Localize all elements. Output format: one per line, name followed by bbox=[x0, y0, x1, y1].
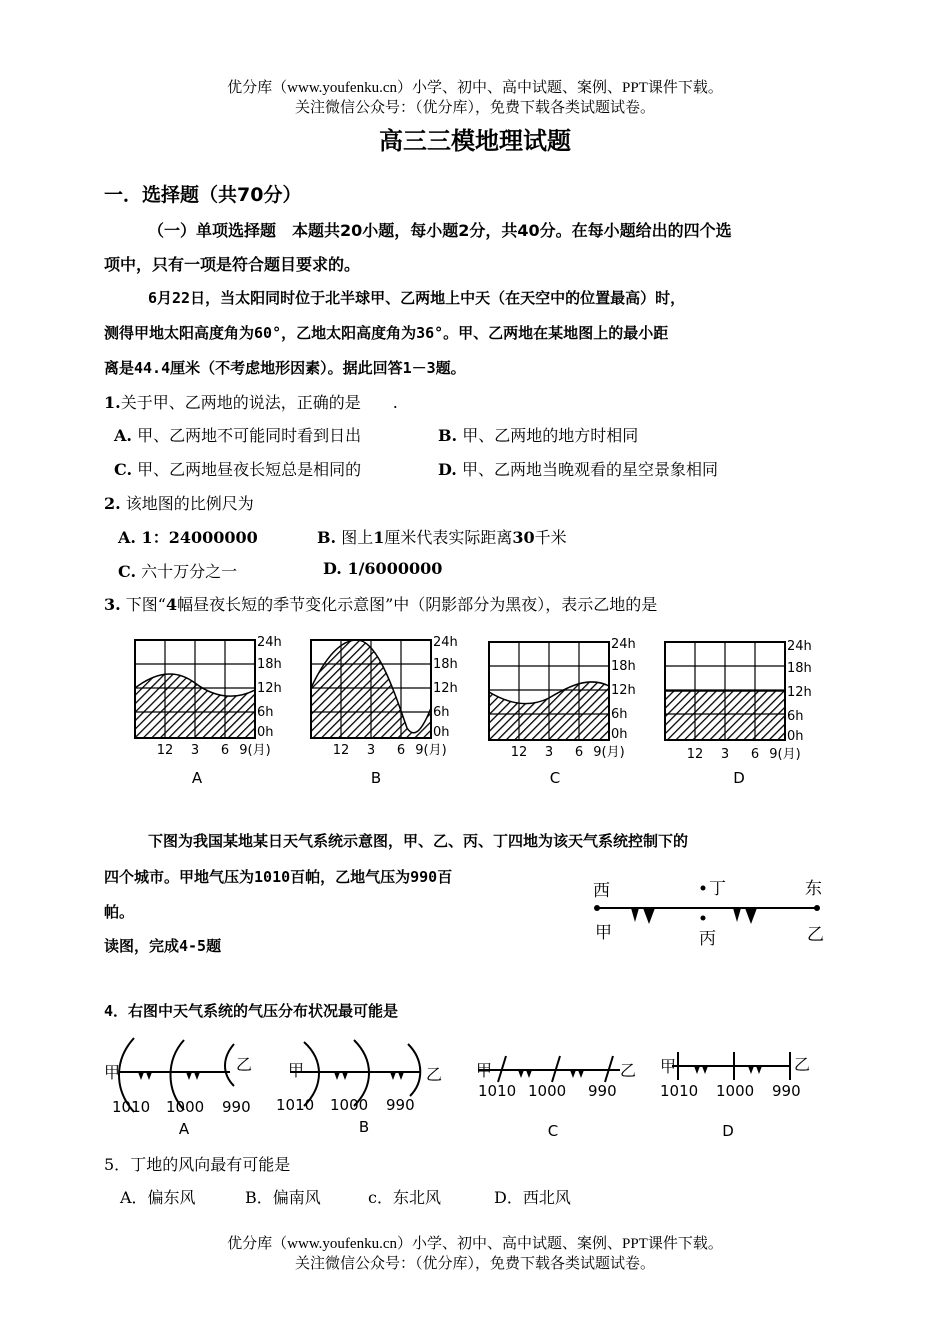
footer-line-1: 优分库（www.youfenku.cn）小学、初中、高中试题、案例、PPT课件下载。 bbox=[227, 1236, 723, 1252]
y-tick-a-24h: 24h bbox=[257, 635, 282, 650]
x-tick-d-3: 3 bbox=[720, 747, 730, 762]
chart-panel-b bbox=[311, 640, 431, 738]
panel-label-b: B bbox=[370, 769, 382, 787]
option-label: B. bbox=[317, 528, 337, 547]
pressure-1000: 1000 bbox=[330, 1096, 369, 1114]
question-5-option-c[interactable]: c．东北风 bbox=[368, 1188, 441, 1207]
front-triangle bbox=[694, 1066, 700, 1074]
x-tick-b-6: 6 bbox=[396, 743, 406, 758]
question-2 bbox=[104, 491, 254, 514]
x-tick-c-6: 6 bbox=[574, 745, 584, 760]
label-jia: 甲 bbox=[595, 923, 612, 943]
x-tick-d-12: 12 bbox=[686, 747, 704, 762]
front-triangle bbox=[578, 1070, 584, 1078]
pressure-1010: 1010 bbox=[478, 1082, 517, 1100]
front-triangle bbox=[146, 1072, 152, 1080]
x-tick-a-3: 3 bbox=[190, 743, 200, 758]
pressure-1000: 1000 bbox=[166, 1098, 205, 1116]
isobar bbox=[225, 1044, 234, 1086]
city-bing-dot bbox=[701, 916, 706, 921]
label-yi: 乙 bbox=[236, 1055, 253, 1074]
option-text: 甲、乙两地不可能同时看到日出 bbox=[137, 426, 362, 445]
question-5-option-b[interactable]: B．偏南风 bbox=[245, 1188, 321, 1207]
label-jia: 甲 bbox=[288, 1061, 305, 1080]
option-text: 甲、乙两地当晚观看的星空景象相同 bbox=[461, 460, 718, 479]
label-west: 西 bbox=[593, 881, 610, 901]
label-yi: 乙 bbox=[794, 1055, 811, 1074]
front-triangle bbox=[570, 1070, 576, 1078]
label-yi: 乙 bbox=[807, 925, 824, 945]
option-label: D. bbox=[438, 460, 457, 479]
stem2-line-4: 读图，完成4-5题 bbox=[104, 937, 222, 955]
y-tick-c-0h: 0h bbox=[611, 727, 628, 742]
y-tick-d-6h: 6h bbox=[787, 709, 804, 724]
label-yi: 乙 bbox=[620, 1061, 637, 1080]
front-triangle bbox=[334, 1072, 340, 1080]
question-2-option-b[interactable] bbox=[317, 525, 567, 548]
question-3-count: 4 bbox=[165, 595, 178, 614]
front-triangle bbox=[748, 1066, 754, 1074]
y-tick-c-12h: 12h bbox=[611, 683, 636, 698]
front-triangle bbox=[138, 1072, 144, 1080]
pressure-1010: 1010 bbox=[660, 1082, 699, 1100]
pressure-990: 990 bbox=[772, 1082, 801, 1100]
question-1-option-a[interactable] bbox=[114, 423, 361, 446]
stem2-line-3: 帕。 bbox=[104, 903, 135, 921]
question-1-option-d[interactable] bbox=[438, 457, 718, 480]
city-yi-dot bbox=[814, 905, 820, 911]
x-tick-b-12: 12 bbox=[332, 743, 350, 758]
option-label-d: D bbox=[722, 1122, 734, 1140]
city-ding-dot bbox=[701, 886, 706, 891]
label-ding: 丁 bbox=[709, 879, 726, 899]
x-tick-c-3: 3 bbox=[544, 745, 554, 760]
option-number: 1 bbox=[373, 528, 385, 547]
section-heading: 一．选择题（共70分） bbox=[104, 184, 302, 206]
option-text: 厘米代表实际距离 bbox=[384, 528, 513, 547]
question-5-option-d[interactable]: D．西北风 bbox=[494, 1188, 571, 1207]
chart-panel-a bbox=[135, 640, 255, 738]
question-1-option-b[interactable] bbox=[438, 423, 638, 446]
option-label-c: C bbox=[547, 1122, 559, 1140]
stem1-line-1: 6月22日，当太阳同时位于北半球甲、乙两地上中天（在天空中的位置最高）时， bbox=[148, 289, 686, 307]
question-2-number: 2. bbox=[104, 494, 121, 513]
front-map bbox=[585, 872, 835, 952]
header-line-1: 优分库（www.youfenku.cn）小学、初中、高中试题、案例、PPT课件下载。 bbox=[227, 80, 723, 96]
pressure-option-d[interactable] bbox=[672, 1052, 790, 1080]
question-1 bbox=[104, 390, 398, 413]
front-triangle bbox=[390, 1072, 396, 1080]
option-label-a: A bbox=[178, 1120, 190, 1138]
x-tick-d-6: 6 bbox=[750, 747, 760, 762]
front-triangle bbox=[643, 908, 655, 924]
pressure-options bbox=[100, 1030, 820, 1145]
x-tick-c-9: 9(月) bbox=[593, 745, 625, 760]
isobar bbox=[408, 1044, 420, 1096]
y-tick-b-18h: 18h bbox=[433, 657, 458, 672]
label-jia: 甲 bbox=[660, 1057, 677, 1076]
option-text: 六十万分之一 bbox=[141, 562, 238, 581]
option-text: 甲、乙两地的地方时相同 bbox=[462, 426, 639, 445]
question-1-number: 1. bbox=[104, 393, 121, 412]
option-label-b: B bbox=[358, 1118, 370, 1136]
question-4-text: 右图中天气系统的气压分布状况最可能是 bbox=[128, 1002, 399, 1020]
city-jia-dot bbox=[594, 905, 600, 911]
stem2-line-1: 下图为我国某地某日天气系统示意图，甲、乙、丙、丁四地为该天气系统控制下的 bbox=[148, 832, 689, 850]
pressure-option-c[interactable] bbox=[478, 1056, 620, 1082]
question-3-text: 幅昼夜长短的季节变化示意图”中（阴影部分为黑夜），表示乙地的是 bbox=[177, 595, 658, 614]
front-triangle bbox=[518, 1070, 524, 1078]
question-4 bbox=[104, 1000, 398, 1021]
question-4-number: 4． bbox=[104, 1002, 129, 1020]
question-1-text: 关于甲、乙两地的说法，正确的是 . bbox=[120, 393, 398, 412]
label-bing: 丙 bbox=[699, 929, 716, 949]
front-triangle bbox=[186, 1072, 192, 1080]
question-2-option-d[interactable]: D. 1/6000000 bbox=[323, 559, 443, 578]
y-tick-c-6h: 6h bbox=[611, 707, 628, 722]
pressure-1010: 1010 bbox=[112, 1098, 151, 1116]
y-tick-d-0h: 0h bbox=[787, 729, 804, 744]
y-tick-d-18h: 18h bbox=[787, 661, 812, 676]
header-line-2: 关注微信公众号：（优分库），免费下载各类试题试卷。 bbox=[294, 100, 655, 116]
x-tick-a-6: 6 bbox=[220, 743, 230, 758]
y-tick-a-18h: 18h bbox=[257, 657, 282, 672]
chart-panel-d bbox=[665, 642, 785, 740]
question-2-option-a[interactable]: A. 1：24000000 bbox=[118, 528, 258, 547]
x-tick-b-9: 9(月) bbox=[415, 743, 447, 758]
question-2-text: 该地图的比例尺为 bbox=[125, 494, 254, 513]
option-number: 30 bbox=[512, 528, 535, 547]
pressure-1000: 1000 bbox=[716, 1082, 755, 1100]
question-5-text: 丁地的风向最有可能是 bbox=[130, 1155, 291, 1174]
front-triangle bbox=[631, 908, 639, 922]
option-label: A. bbox=[114, 426, 132, 445]
y-tick-a-0h: 0h bbox=[257, 725, 274, 740]
panel-label-d: D bbox=[733, 769, 745, 787]
y-tick-b-12h: 12h bbox=[433, 681, 458, 696]
y-tick-a-12h: 12h bbox=[257, 681, 282, 696]
question-5-number: 5． bbox=[104, 1155, 131, 1174]
pressure-990: 990 bbox=[222, 1098, 251, 1116]
page-title: 高三三模地理试题 bbox=[379, 127, 571, 155]
x-tick-a-9: 9(月) bbox=[239, 743, 271, 758]
question-5-option-a[interactable]: A．偏东风 bbox=[120, 1188, 196, 1207]
question-5 bbox=[104, 1152, 290, 1175]
y-tick-c-18h: 18h bbox=[611, 659, 636, 674]
y-tick-c-24h: 24h bbox=[611, 637, 636, 652]
pressure-1000: 1000 bbox=[528, 1082, 567, 1100]
label-east: 东 bbox=[805, 879, 822, 899]
panel-label-c: C bbox=[549, 769, 561, 787]
y-tick-a-6h: 6h bbox=[257, 705, 274, 720]
x-tick-b-3: 3 bbox=[366, 743, 376, 758]
front-triangle bbox=[733, 908, 741, 922]
option-label: C. bbox=[118, 562, 137, 581]
label-jia: 甲 bbox=[476, 1061, 493, 1080]
front-triangle bbox=[194, 1072, 200, 1080]
question-3-text: 下图“ bbox=[125, 595, 166, 614]
stem2-line-2: 四个城市。甲地气压为1010百帕，乙地气压为990百 bbox=[104, 868, 453, 886]
x-tick-a-12: 12 bbox=[156, 743, 174, 758]
chart-panel-c bbox=[489, 642, 609, 740]
option-text: 甲、乙两地昼夜长短总是相同的 bbox=[137, 460, 362, 479]
label-jia: 甲 bbox=[104, 1063, 121, 1082]
option-label: B. bbox=[438, 426, 458, 445]
x-tick-c-12: 12 bbox=[510, 745, 528, 760]
pressure-1010: 1010 bbox=[276, 1096, 315, 1114]
instructions-line-2: 项中，只有一项是符合题目要求的。 bbox=[104, 255, 361, 274]
y-tick-b-24h: 24h bbox=[433, 635, 458, 650]
daynight-charts bbox=[125, 628, 825, 793]
question-3 bbox=[104, 592, 657, 615]
y-tick-d-24h: 24h bbox=[787, 639, 812, 654]
pressure-990: 990 bbox=[588, 1082, 617, 1100]
instructions-line-1: （一）单项选择题 本题共20小题，每小题2分，共40分。在每小题给出的四个选 bbox=[148, 221, 732, 240]
question-2-option-c[interactable] bbox=[118, 559, 237, 582]
front-triangle bbox=[526, 1070, 532, 1078]
footer-line-2: 关注微信公众号：（优分库），免费下载各类试题试卷。 bbox=[294, 1256, 655, 1272]
front-triangle bbox=[398, 1072, 404, 1080]
front-triangle bbox=[342, 1072, 348, 1080]
option-label: C. bbox=[114, 460, 133, 479]
question-1-option-c[interactable] bbox=[114, 457, 361, 480]
stem1-line-2: 测得甲地太阳高度角为60°，乙地太阳高度角为36°。甲、乙两地在某地图上的最小距 bbox=[104, 324, 669, 342]
option-text: 图上 bbox=[341, 528, 374, 547]
question-3-number: 3. bbox=[104, 595, 121, 614]
stem1-line-3: 离是44.4厘米（不考虑地形因素）。据此回答1－3题。 bbox=[104, 359, 466, 377]
front-triangle bbox=[745, 908, 757, 924]
y-tick-d-12h: 12h bbox=[787, 685, 812, 700]
label-yi: 乙 bbox=[426, 1065, 443, 1084]
option-text: 千米 bbox=[534, 528, 567, 547]
front-triangle bbox=[702, 1066, 708, 1074]
x-tick-d-9: 9(月) bbox=[769, 747, 801, 762]
panel-label-a: A bbox=[191, 769, 203, 787]
pressure-990: 990 bbox=[386, 1096, 415, 1114]
front-triangle bbox=[756, 1066, 762, 1074]
y-tick-b-6h: 6h bbox=[433, 705, 450, 720]
y-tick-b-0h: 0h bbox=[433, 725, 450, 740]
